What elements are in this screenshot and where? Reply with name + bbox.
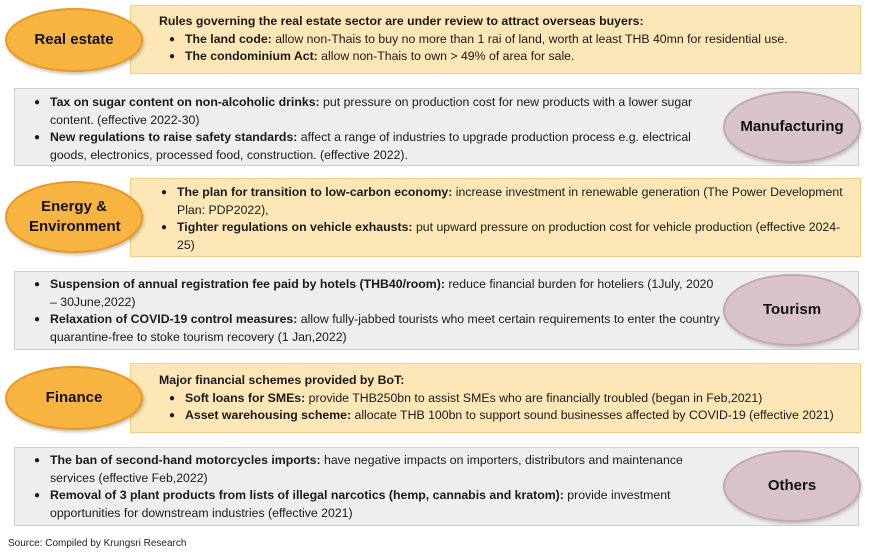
others-label: Others bbox=[767, 477, 817, 494]
tourism-content bbox=[32, 276, 722, 346]
others-content bbox=[32, 452, 722, 522]
energy-list bbox=[159, 184, 854, 254]
others-list bbox=[32, 452, 722, 522]
real-estate-content bbox=[159, 13, 854, 66]
finance-list bbox=[167, 390, 854, 425]
list-item: ● The ban of second-hand motorcycles imports: have negative impacts on importers, distributors and maintenance services (effective Feb,2022) bbox=[32, 452, 722, 487]
manufacturing-content bbox=[32, 94, 722, 164]
list-item: ● Removal of 3 plant products from lists of illegal narcotics (hemp, cannabis and kratom): provide investment opportunities for downstream industries (effective 2021) bbox=[32, 487, 722, 522]
list-item: ● The plan for transition to low-carbon economy: increase investment in renewable generation (The Power Development Plan: PDP2022), bbox=[159, 184, 854, 219]
list-item: ● New regulations to raise safety standards: affect a range of industries to upgrade production process e.g. electrical goods, electronics, processed food, construction. (effective 2022). bbox=[32, 129, 722, 164]
list-item: ● Soft loans for SMEs: provide THB250bn to assist SMEs who are financially troubled (began in Feb,2021) bbox=[167, 390, 854, 408]
source-note: Source: Compiled by Krungsri Research bbox=[8, 538, 187, 549]
finance-content bbox=[159, 372, 854, 425]
manufacturing-label: Manufacturing bbox=[740, 118, 844, 135]
real-estate-oval bbox=[5, 8, 143, 72]
energy-oval bbox=[5, 181, 143, 253]
tourism-label: Tourism bbox=[762, 301, 822, 318]
others-oval bbox=[723, 450, 861, 522]
finance-heading: Major financial schemes provided by BoT: bbox=[159, 373, 405, 387]
list-item: ● Tighter regulations on vehicle exhausts: put upward pressure on production cost for vehicle production (effective 2024-25) bbox=[159, 219, 854, 254]
list-item: ● The land code: allow non-Thais to buy no more than 1 rai of land, worth at least THB 40mn for residential use. bbox=[167, 31, 854, 49]
list-item: ● Suspension of annual registration fee paid by hotels (THB40/room): reduce financial burden for hoteliers (1July, 2020 – 30June,2022) bbox=[32, 276, 722, 311]
real-estate-heading: Rules governing the real estate sector are under review to attract overseas buyers: bbox=[159, 14, 644, 28]
list-item: ● Relaxation of COVID-19 control measures: allow fully-jabbed tourists who meet certain requirements to enter the country quarantine-free to stoke tourism recovery (1 Jan,2022) bbox=[32, 311, 722, 346]
real-estate-list bbox=[167, 31, 854, 66]
list-item: ● Asset warehousing scheme: allocate THB 100bn to support sound businesses affected by COVID-19 (effective 2021) bbox=[167, 407, 854, 425]
real-estate-label: Real estate bbox=[34, 31, 114, 48]
tourism-list bbox=[32, 276, 722, 346]
energy-label: Energy & Environment bbox=[29, 198, 121, 235]
energy-content bbox=[159, 184, 854, 254]
manufacturing-oval bbox=[723, 91, 861, 163]
manufacturing-list bbox=[32, 94, 722, 164]
finance-oval bbox=[5, 366, 143, 430]
list-item: ● Tax on sugar content on non-alcoholic drinks: put pressure on production cost for new products with a lower sugar content. (effective 2022-30) bbox=[32, 94, 722, 129]
finance-label: Finance bbox=[45, 389, 103, 406]
tourism-oval bbox=[723, 274, 861, 346]
list-item: ● The condominium Act: allow non-Thais to own > 49% of area for sale. bbox=[167, 48, 854, 66]
